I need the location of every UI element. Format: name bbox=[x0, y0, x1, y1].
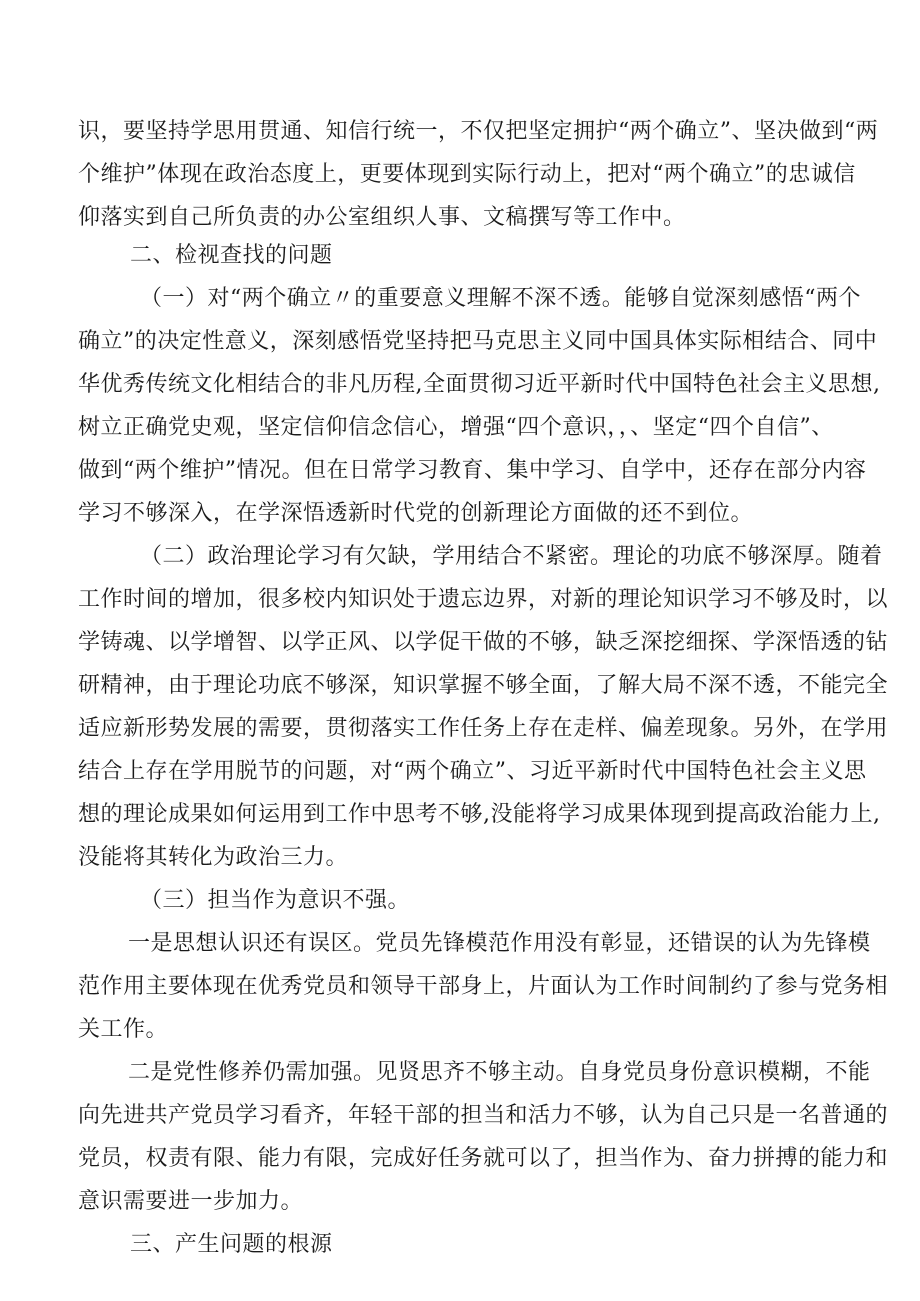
body-line: 做到“两个维护”情况。但在日常学习教育、集中学习、自学中，还存在部分内容 bbox=[78, 458, 867, 483]
body-line: 研精神，由于理论功底不够深，知识掌握不够全面，了解大局不深不透，不能完全 bbox=[78, 673, 889, 698]
body-line: 工作时间的增加，很多校内知识处于遗忘边界，对新的理论知识学习不够及时，以 bbox=[78, 587, 889, 612]
body-line: 学铸魂、以学增智、以学正风、以学促干做的不够，缺乏深挖细探、学深悟透的钻 bbox=[78, 630, 889, 655]
body-line: 关工作。 bbox=[78, 1017, 169, 1042]
body-line: 学习不够深入，在学深悟透新时代党的创新理论方面做的还不到位。 bbox=[78, 501, 754, 526]
section-heading: 二、检视查找的问题 bbox=[130, 243, 333, 268]
body-line: 识，要坚持学思用贯通、知信行统一，不仅把坚定拥护“两个确立”、坚决做到“两 bbox=[78, 119, 879, 144]
body-line: 党员，权责有限、能力有限，完成好任务就可以了，担当作为、奋力拼搏的能力和 bbox=[78, 1146, 889, 1171]
body-line: 一是思想认识还有误区。党员先锋模范作用没有彰显，还错误的认为先锋模 bbox=[128, 931, 871, 956]
body-line: 适应新形势发展的需要，贯彻落实工作任务上存在走样、偏差现象。另外，在学用 bbox=[78, 716, 889, 741]
body-line: 树立正确党史观，坚定信仰信念信心，增强“四个意识，，、坚定“四个自信”、 bbox=[78, 415, 834, 440]
body-line: 确立”的决定性意义，深刻感悟党坚持把马克思主义同中国具体实际相结合、同中 bbox=[78, 329, 878, 354]
body-line: 华优秀传统文化相结合的非凡历程,全面贯彻习近平新时代中国特色社会主义思想, bbox=[78, 372, 881, 397]
body-line: 想的理论成果如何运用到工作中思考不够,没能将学习成果体现到提高政治能力上, bbox=[78, 802, 881, 827]
body-line: 向先进共产党员学习看齐，年轻干部的担当和活力不够，认为自己只是一名普通的 bbox=[78, 1103, 889, 1128]
body-line: 意识需要进一步加力。 bbox=[78, 1189, 304, 1214]
body-line: 范作用主要体现在优秀党员和领导干部身上，片面认为工作时间制约了参与党务相 bbox=[78, 974, 889, 999]
body-line: 个维护”体现在政治态度上，更要体现到实际行动上，把对“两个确立”的忠诚信 bbox=[78, 162, 856, 187]
subsection-heading: （二）政治理论学习有欠缺，学用结合不紧密。理论的功底不够深厚。随着 bbox=[140, 544, 883, 569]
subsection-heading: （三）担当作为意识不强。 bbox=[140, 888, 411, 913]
body-line: 仰落实到自己所负责的办公室组织人事、文稿撰写等工作中。 bbox=[78, 205, 686, 230]
subsection-heading: （一）对“两个确立〃的重要意义理解不深不透。能够自觉深刻感悟“两个 bbox=[140, 286, 861, 311]
body-line: 没能将其转化为政治三力。 bbox=[78, 845, 349, 870]
section-heading: 三、产生问题的根源 bbox=[130, 1232, 333, 1257]
body-line: 结合上存在学用脱节的问题，对“两个确立”、习近平新时代中国特色社会主义思 bbox=[78, 759, 867, 784]
body-line: 二是党性修养仍需加强。见贤思齐不够主动。自身党员身份意识模糊，不能 bbox=[128, 1060, 871, 1085]
